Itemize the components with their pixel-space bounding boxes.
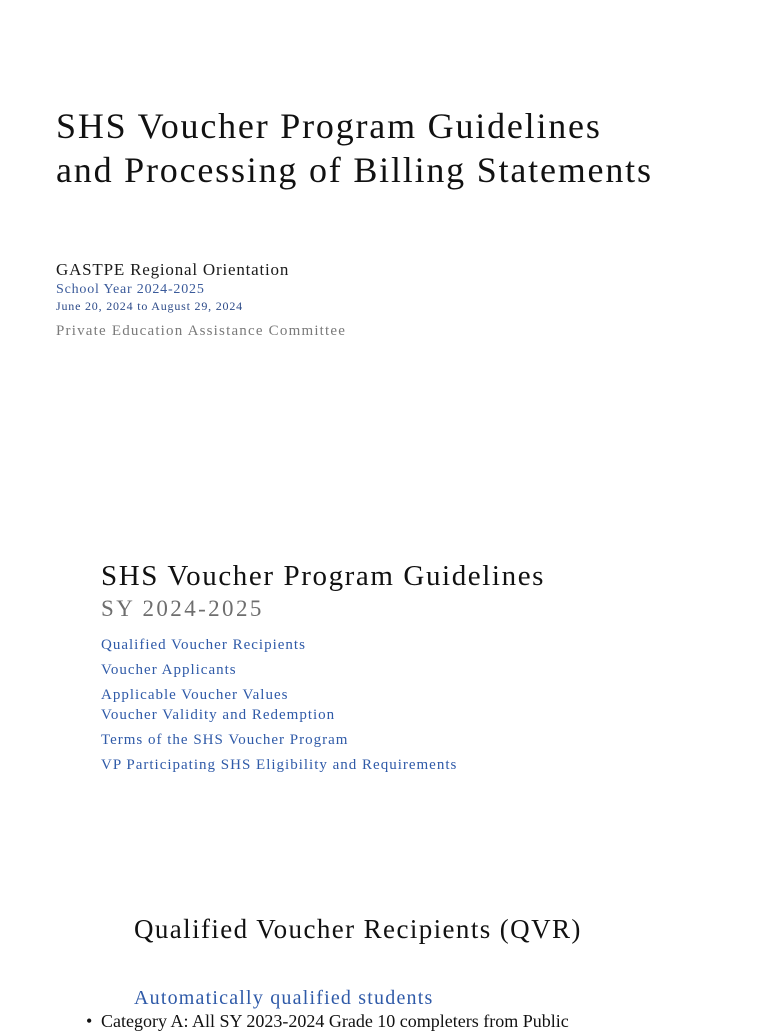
date-range-label: June 20, 2024 to August 29, 2024 (56, 299, 243, 313)
list-item-text: Category A: All SY 2023-2024 Grade 10 completers from Public (101, 1011, 569, 1031)
qvr-list (86, 1010, 569, 1032)
school-year-label: School Year 2024-2025 (56, 282, 205, 297)
toc-link-vp-participating-shs-eligibility[interactable]: VP Participating SHS Eligibility and Requirements (101, 757, 458, 773)
page-title (56, 104, 653, 192)
orientation-subtitle: GASTPE Regional Orientation (56, 260, 290, 279)
title-line-1: SHS Voucher Program Guidelines (56, 106, 602, 146)
toc-link-voucher-applicants[interactable]: Voucher Applicants (101, 662, 237, 678)
committee-name: Private Education Assistance Committee (56, 323, 347, 339)
guidelines-school-year: SY 2024-2025 (101, 596, 264, 621)
guidelines-title: SHS Voucher Program Guidelines (101, 560, 546, 592)
toc-link-qualified-voucher-recipients[interactable]: Qualified Voucher Recipients (101, 637, 306, 653)
bullet-icon: • (86, 1011, 93, 1031)
qvr-subheading: Automatically qualified students (134, 987, 434, 1009)
toc-link-applicable-voucher-values[interactable]: Applicable Voucher Values (101, 687, 289, 703)
qvr-section-title: Qualified Voucher Recipients (QVR) (134, 914, 582, 944)
list-item (86, 1010, 569, 1032)
toc-link-voucher-validity-and-redemption[interactable]: Voucher Validity and Redemption (101, 707, 336, 723)
title-line-2: and Processing of Billing Statements (56, 150, 653, 190)
toc-link-terms-of-shs-voucher-program[interactable]: Terms of the SHS Voucher Program (101, 732, 349, 748)
